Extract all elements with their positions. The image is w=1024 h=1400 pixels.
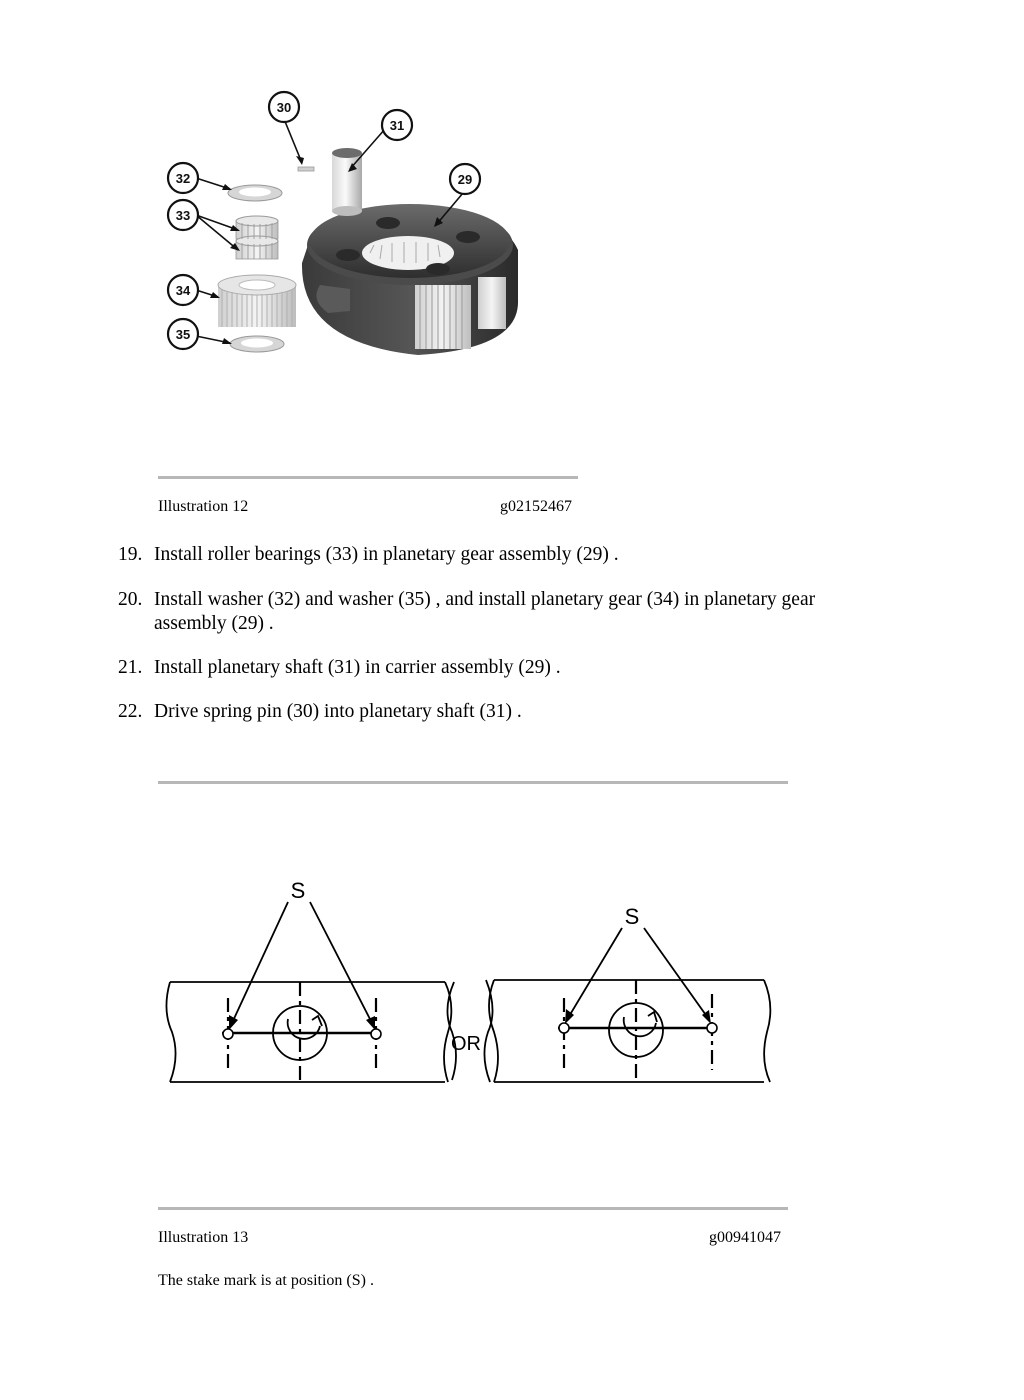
- illustration-12-id: g02152467: [500, 498, 572, 515]
- step-number: 20.: [118, 589, 143, 610]
- illustration-13-label: Illustration 13: [158, 1229, 249, 1246]
- illustration-12-label: Illustration 12: [158, 498, 249, 515]
- callout-31: 31: [389, 118, 405, 133]
- callout-32: 32: [175, 171, 191, 186]
- callout-35: 35: [175, 327, 191, 342]
- step-number: 22.: [118, 701, 143, 722]
- step-text: Install washer (32) and washer (35) , and install planetary gear (34) in planetary gear assembly (29) .: [154, 589, 816, 634]
- callout-33: 33: [175, 208, 191, 223]
- carrier-assembly-29: [302, 204, 518, 355]
- step-number: 21.: [118, 657, 143, 678]
- illustration-13-image: [160, 870, 790, 1100]
- spring-pin-30: [298, 167, 314, 171]
- step-text: Install planetary shaft (31) in carrier assembly (29) .: [154, 657, 561, 678]
- step-text: Install roller bearings (33) in planetary gear assembly (29) .: [154, 544, 619, 565]
- illustration-12-image: [160, 85, 540, 415]
- washer-35: [230, 336, 284, 352]
- illustration-13-top-rule: [158, 781, 788, 784]
- planetary-shaft-31: [332, 148, 362, 216]
- callout-29: 29: [457, 172, 473, 187]
- illustration-13-rule: [158, 1207, 788, 1210]
- callout-34: 34: [175, 283, 191, 298]
- illustration-13-id: g00941047: [709, 1229, 781, 1246]
- washer-32: [228, 185, 282, 201]
- roller-bearings-33: [236, 216, 278, 259]
- stake-label-s-left: S: [290, 878, 306, 903]
- illustration-12-rule: [158, 476, 578, 479]
- illustration-13-note: The stake mark is at position (S) .: [158, 1272, 374, 1289]
- step-text: Drive spring pin (30) into planetary shaft (31) .: [154, 701, 522, 722]
- or-label: OR: [451, 1033, 481, 1055]
- planetary-gear-34: [218, 275, 296, 327]
- stake-label-s-right: S: [624, 904, 640, 929]
- callout-30: 30: [276, 100, 292, 115]
- step-number: 19.: [118, 544, 143, 565]
